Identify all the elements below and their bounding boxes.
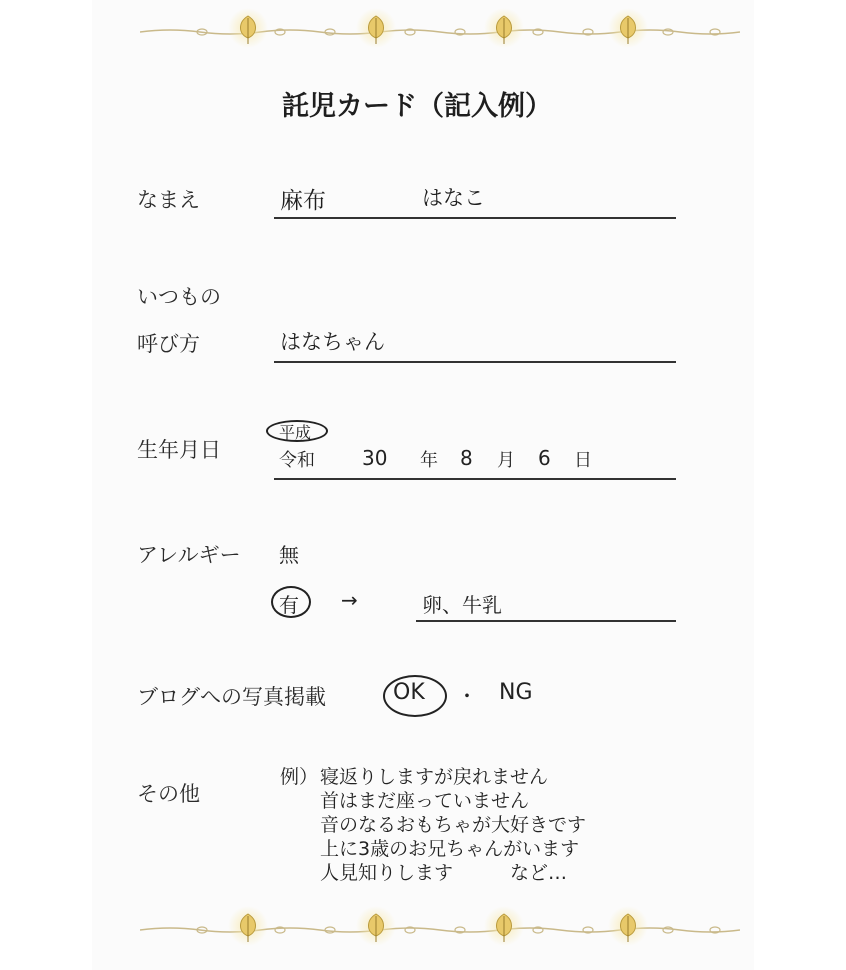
other-note-line: 人見知りします など… <box>320 862 568 884</box>
birth-year-unit: 年 <box>420 450 438 471</box>
page-title: 託児カード（記入例） <box>282 91 552 122</box>
name-given: はなこ <box>422 186 485 210</box>
leaf-garland-icon <box>140 902 740 952</box>
allergy-none-option: 無 <box>279 543 299 567</box>
nickname-label-line1: いつもの <box>137 285 221 309</box>
era-other: 令和 <box>279 450 315 471</box>
allergy-arrow: → <box>341 588 358 612</box>
name-family: 麻布 <box>280 188 326 214</box>
name-label: なまえ <box>137 188 200 212</box>
era-selection-circle <box>266 420 328 442</box>
nickname-label-line2: 呼び方 <box>137 332 200 356</box>
birthday-label: 生年月日 <box>137 438 221 462</box>
birth-day-unit: 日 <box>574 450 592 471</box>
allergy-underline <box>416 620 676 622</box>
blog-separator: ・ <box>457 684 477 708</box>
nickname-value: はなちゃん <box>280 330 385 354</box>
allergy-detail: 卵、牛乳 <box>422 593 502 617</box>
other-note-line: 音のなるおもちゃが大好きです <box>320 814 587 836</box>
birth-month-unit: 月 <box>497 450 515 471</box>
name-underline <box>274 217 676 219</box>
blog-photo-label: ブログへの写真掲載 <box>137 685 326 709</box>
nickname-underline <box>274 361 676 363</box>
other-note-line: 上に3歳のお兄ちゃんがいます <box>320 838 580 860</box>
blog-ng-option: NG <box>499 680 533 705</box>
leaf-garland-icon <box>140 4 740 54</box>
other-notes <box>280 765 587 884</box>
era-circled: 平成 <box>279 423 312 442</box>
other-label: その他 <box>137 782 200 806</box>
other-notes-prefix: 例） <box>280 766 319 788</box>
allergy-label: アレルギー <box>137 543 241 567</box>
birth-year: 30 <box>362 446 388 470</box>
blog-ok-option: OK <box>393 680 425 705</box>
allergy-yes-option: 有 <box>279 593 299 617</box>
allergy-selection-circle <box>271 586 311 618</box>
other-note-line: 首はまだ座っていません <box>320 790 530 812</box>
birthday-underline <box>274 478 676 480</box>
blog-ok-selection-circle <box>383 675 447 717</box>
birth-day: 6 <box>538 446 551 470</box>
other-note-line: 寝返りしますが戻れません <box>320 766 549 788</box>
birth-month: 8 <box>460 446 473 470</box>
